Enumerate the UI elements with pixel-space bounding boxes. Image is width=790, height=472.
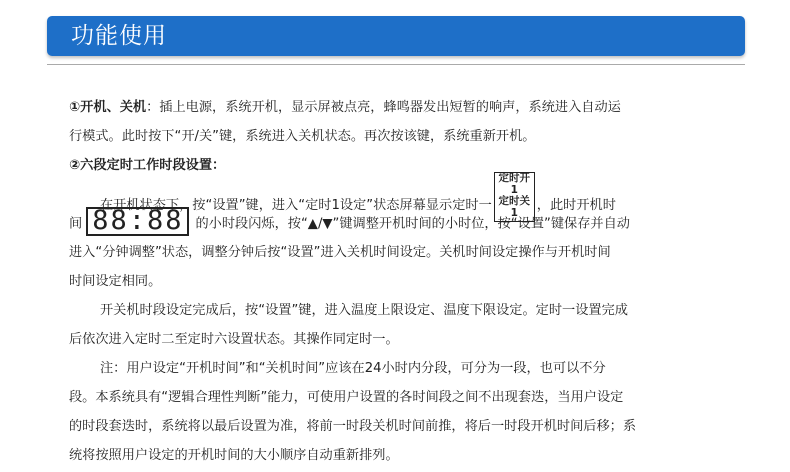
timer-display-box — [494, 172, 535, 222]
section-title-bar — [47, 16, 745, 56]
power-line-2: 行模式。此时按下“开/关”键，系统进入关机状态。再次按该键，系统重新开机。 — [69, 129, 536, 144]
timer-note-line-3: 的时段套迭时，系统将以最后设置为准，将前一时段关机时间前推，将后一时段开机时间后移；系 — [69, 419, 637, 434]
timer-note-line-2: 段。本系统具有“逻辑合理性判断”能力，可使用户设置的各时间段之间不出现套迭，当用户设定 — [69, 390, 624, 405]
timer-box-line-4: 1 — [510, 206, 518, 219]
timer-p2-line-2: 后依次进入定时二至定时六设置状态。其操作同定时一。 — [69, 332, 399, 347]
timer-p1-line-3: 进入“分钟调整”状态，调整分钟后按“设置”进入关机时间设定。关机时间设定操作与开机时间 — [69, 245, 611, 260]
timer-box-line-2: 1 — [510, 183, 518, 196]
timer-heading: ②六段定时工作时段设置： — [69, 158, 226, 173]
timer-p1-line-4: 时间设定相同。 — [69, 274, 162, 289]
lcd-digits: 88:88 — [86, 207, 189, 236]
power-line-1 — [69, 93, 719, 122]
timer-note-line-4: 统将按照用户设定的开机时间的大小顺序自动重新排列。 — [69, 448, 399, 463]
power-heading: ①开机、关机 — [69, 100, 147, 115]
divider — [47, 64, 745, 65]
timer-box-line-1: 定时开 — [498, 172, 531, 184]
timer-p1-text-a: 在开机状态下，按“设置”键，进入“定时1设定”状态屏幕显示定时一 — [100, 198, 492, 213]
section-title: 功能使用 — [71, 23, 167, 49]
power-text-1: ：插上电源，系统开机，显示屏被点亮，蜂鸣器发出短暂的响声，系统进入自动运 — [146, 100, 621, 115]
timer-note-line-1: 注：用户设定“开机时间”和“关机时间”应该在24小时内分段，可分为一段，也可以不分 — [100, 361, 606, 376]
timer-p2-line-1: 开关机时段设定完成后，按“设置”键，进入温度上限设定、温度下限设定。定时一设置完成 — [100, 303, 628, 318]
timer-p1-text-c: 间 — [69, 216, 83, 232]
timer-box-line-3: 定时关 — [498, 195, 531, 207]
manual-content — [69, 93, 719, 470]
timer-p1-text-d: 的小时段闪烁，按“▲/▼”键调整开机时间的小时位，按“设置”键保存并自动 — [195, 216, 630, 232]
timer-p1-text-b: ，此时开机时 — [536, 198, 616, 213]
